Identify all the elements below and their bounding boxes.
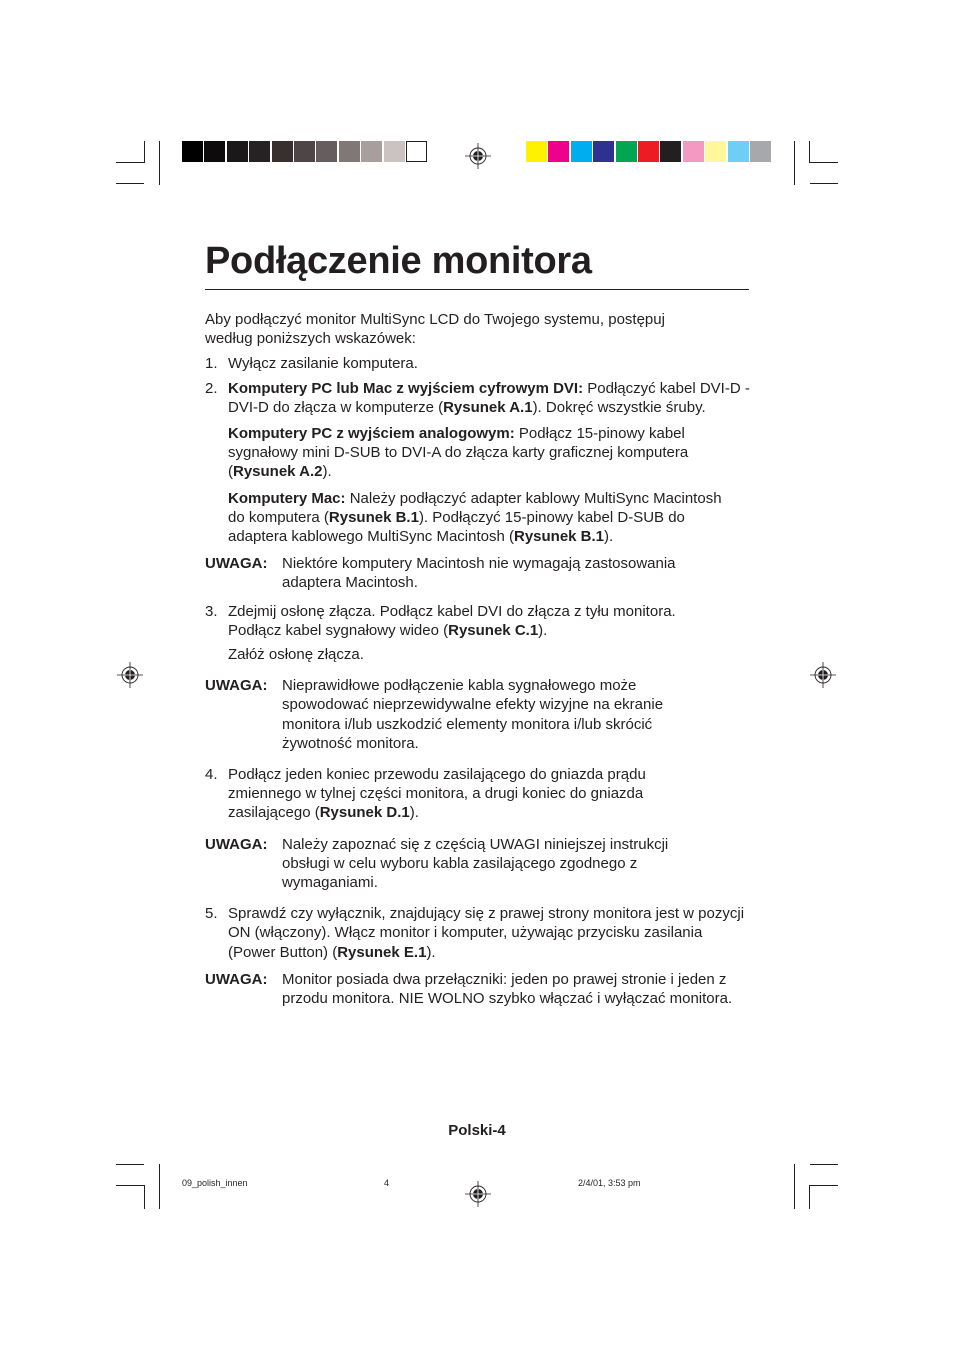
- title-rule: [205, 289, 749, 290]
- step-2-mac: Komputery Mac: Należy podłączyć adapter kablowy MultiSync Macintosh do komputera (Rysunek B.1). Podłączyć 15-pinowy kabel D-SUB do adaptera kablowego MultiSync Macintosh (Rysunek B.1).: [228, 489, 722, 546]
- note-3: UWAGA: Należy zapoznać się z częścią UWAGI niniejszej instrukcji obsługi w celu wyboru kabla zasilającego zgodnego z wymaganiami.: [205, 835, 669, 892]
- color-swatch: [750, 141, 771, 162]
- registration-mark-icon: [465, 143, 491, 169]
- step-1: 1. Wyłącz zasilanie komputera.: [205, 355, 418, 373]
- slug-page: 4: [384, 1178, 390, 1188]
- note-2: UWAGA: Nieprawidłowe podłączenie kabla sygnałowego może spowodować nieprzewidywalne efekty wizyjne na ekranie monitora i/lub uszkodzić elementy monitora i/lub skrócić żywotność monitora.: [205, 677, 664, 752]
- color-swatch: [204, 141, 225, 162]
- color-swatch: [638, 141, 659, 162]
- color-swatch: [227, 141, 248, 162]
- step-5: 5. Sprawdź czy wyłącznik, znajdujący się z prawej strony monitora jest w pozycji ON (włączony). Włącz monitor i komputer, używając przycisku zasilania (Power Button) (Rysunek E.1).: [205, 905, 745, 961]
- slug-date: 2/4/01, 3:53 pm: [578, 1178, 641, 1188]
- note-4: UWAGA: Monitor posiada dwa przełączniki: jeden po prawej stronie i jeden z przodu monitora. NIE WOLNO szybko włączać i wyłączać monitora.: [205, 970, 733, 1008]
- color-swatch: [683, 141, 704, 162]
- registration-mark-icon: [465, 1181, 491, 1207]
- color-swatch: [339, 141, 360, 162]
- color-swatch: [616, 141, 637, 162]
- color-swatch: [548, 141, 569, 162]
- color-swatch: [571, 141, 592, 162]
- page-number: Polski-4: [448, 1122, 506, 1139]
- color-swatch: [593, 141, 614, 162]
- step-2-digital: Komputery PC lub Mac z wyjściem cyfrowym DVI: Podłączyć kabel DVI-D - DVI-D do złącza w komputerze (Rysunek A.1). Dokręć wszystkie śruby.: [228, 379, 750, 416]
- color-swatch: [526, 141, 547, 162]
- note-1: UWAGA: Niektóre komputery Macintosh nie wymagają zastosowania adaptera Macintosh.: [205, 555, 676, 592]
- step-2-analog: Komputery PC z wyjściem analogowym: Podłącz 15-pinowy kabel sygnałowy mini D-SUB to DVI-A do złącza karty graficznej komputera (Rysunek A.2).: [228, 425, 689, 481]
- color-swatch: [272, 141, 293, 162]
- color-swatch: [660, 141, 681, 162]
- registration-mark-icon: [117, 662, 143, 688]
- slug-file: 09_polish_innen: [182, 1178, 248, 1188]
- intro-paragraph: Aby podłączyć monitor MultiSync LCD do Twojego systemu, postępuj według poniższych wskazówek:: [205, 311, 665, 348]
- page-title: Podłączenie monitora: [205, 240, 592, 282]
- color-swatch: [316, 141, 337, 162]
- step-2: 2. Komputery PC lub Mac z wyjściem cyfrowym DVI: Podłączyć kabel DVI-D - DVI-D do złącza w komputerze (Rysunek A.1). Dokręć wszystkie śruby. Komputery PC z wyjściem analogowym: Podłącz 15-pinowy kabel sygnałowy mini D-SUB to DVI-A do złącza karty graficznej komputera (Rysunek A.2). Komputery Mac: Należy podłączyć adapter kablowy MultiSync Macintosh do komputera (Rysunek B.1). Podłączyć 15-pinowy kabel D-SUB do adaptera kablowego MultiSync Macintosh (Rysunek B.1).: [205, 379, 758, 547]
- color-swatch: [384, 141, 405, 162]
- step-4: 4. Podłącz jeden koniec przewodu zasilającego do gniazda prądu zmiennego w tylnej części monitora, a drugi koniec do gniazda zasilającego (Rysunek D.1).: [205, 766, 646, 822]
- color-swatch: [728, 141, 749, 162]
- color-swatch: [294, 141, 315, 162]
- color-swatch: [705, 141, 726, 162]
- step-3: 3. Zdejmij osłonę złącza. Podłącz kabel DVI do złącza z tyłu monitora. Podłącz kabel sygnałowy wideo (Rysunek C.1). Załóż osłonę złącza.: [205, 602, 676, 664]
- color-swatch: [249, 141, 270, 162]
- color-swatch: [182, 141, 203, 162]
- color-swatch: [406, 141, 427, 162]
- registration-mark-icon: [810, 662, 836, 688]
- color-swatch: [361, 141, 382, 162]
- document-body: [205, 310, 765, 1008]
